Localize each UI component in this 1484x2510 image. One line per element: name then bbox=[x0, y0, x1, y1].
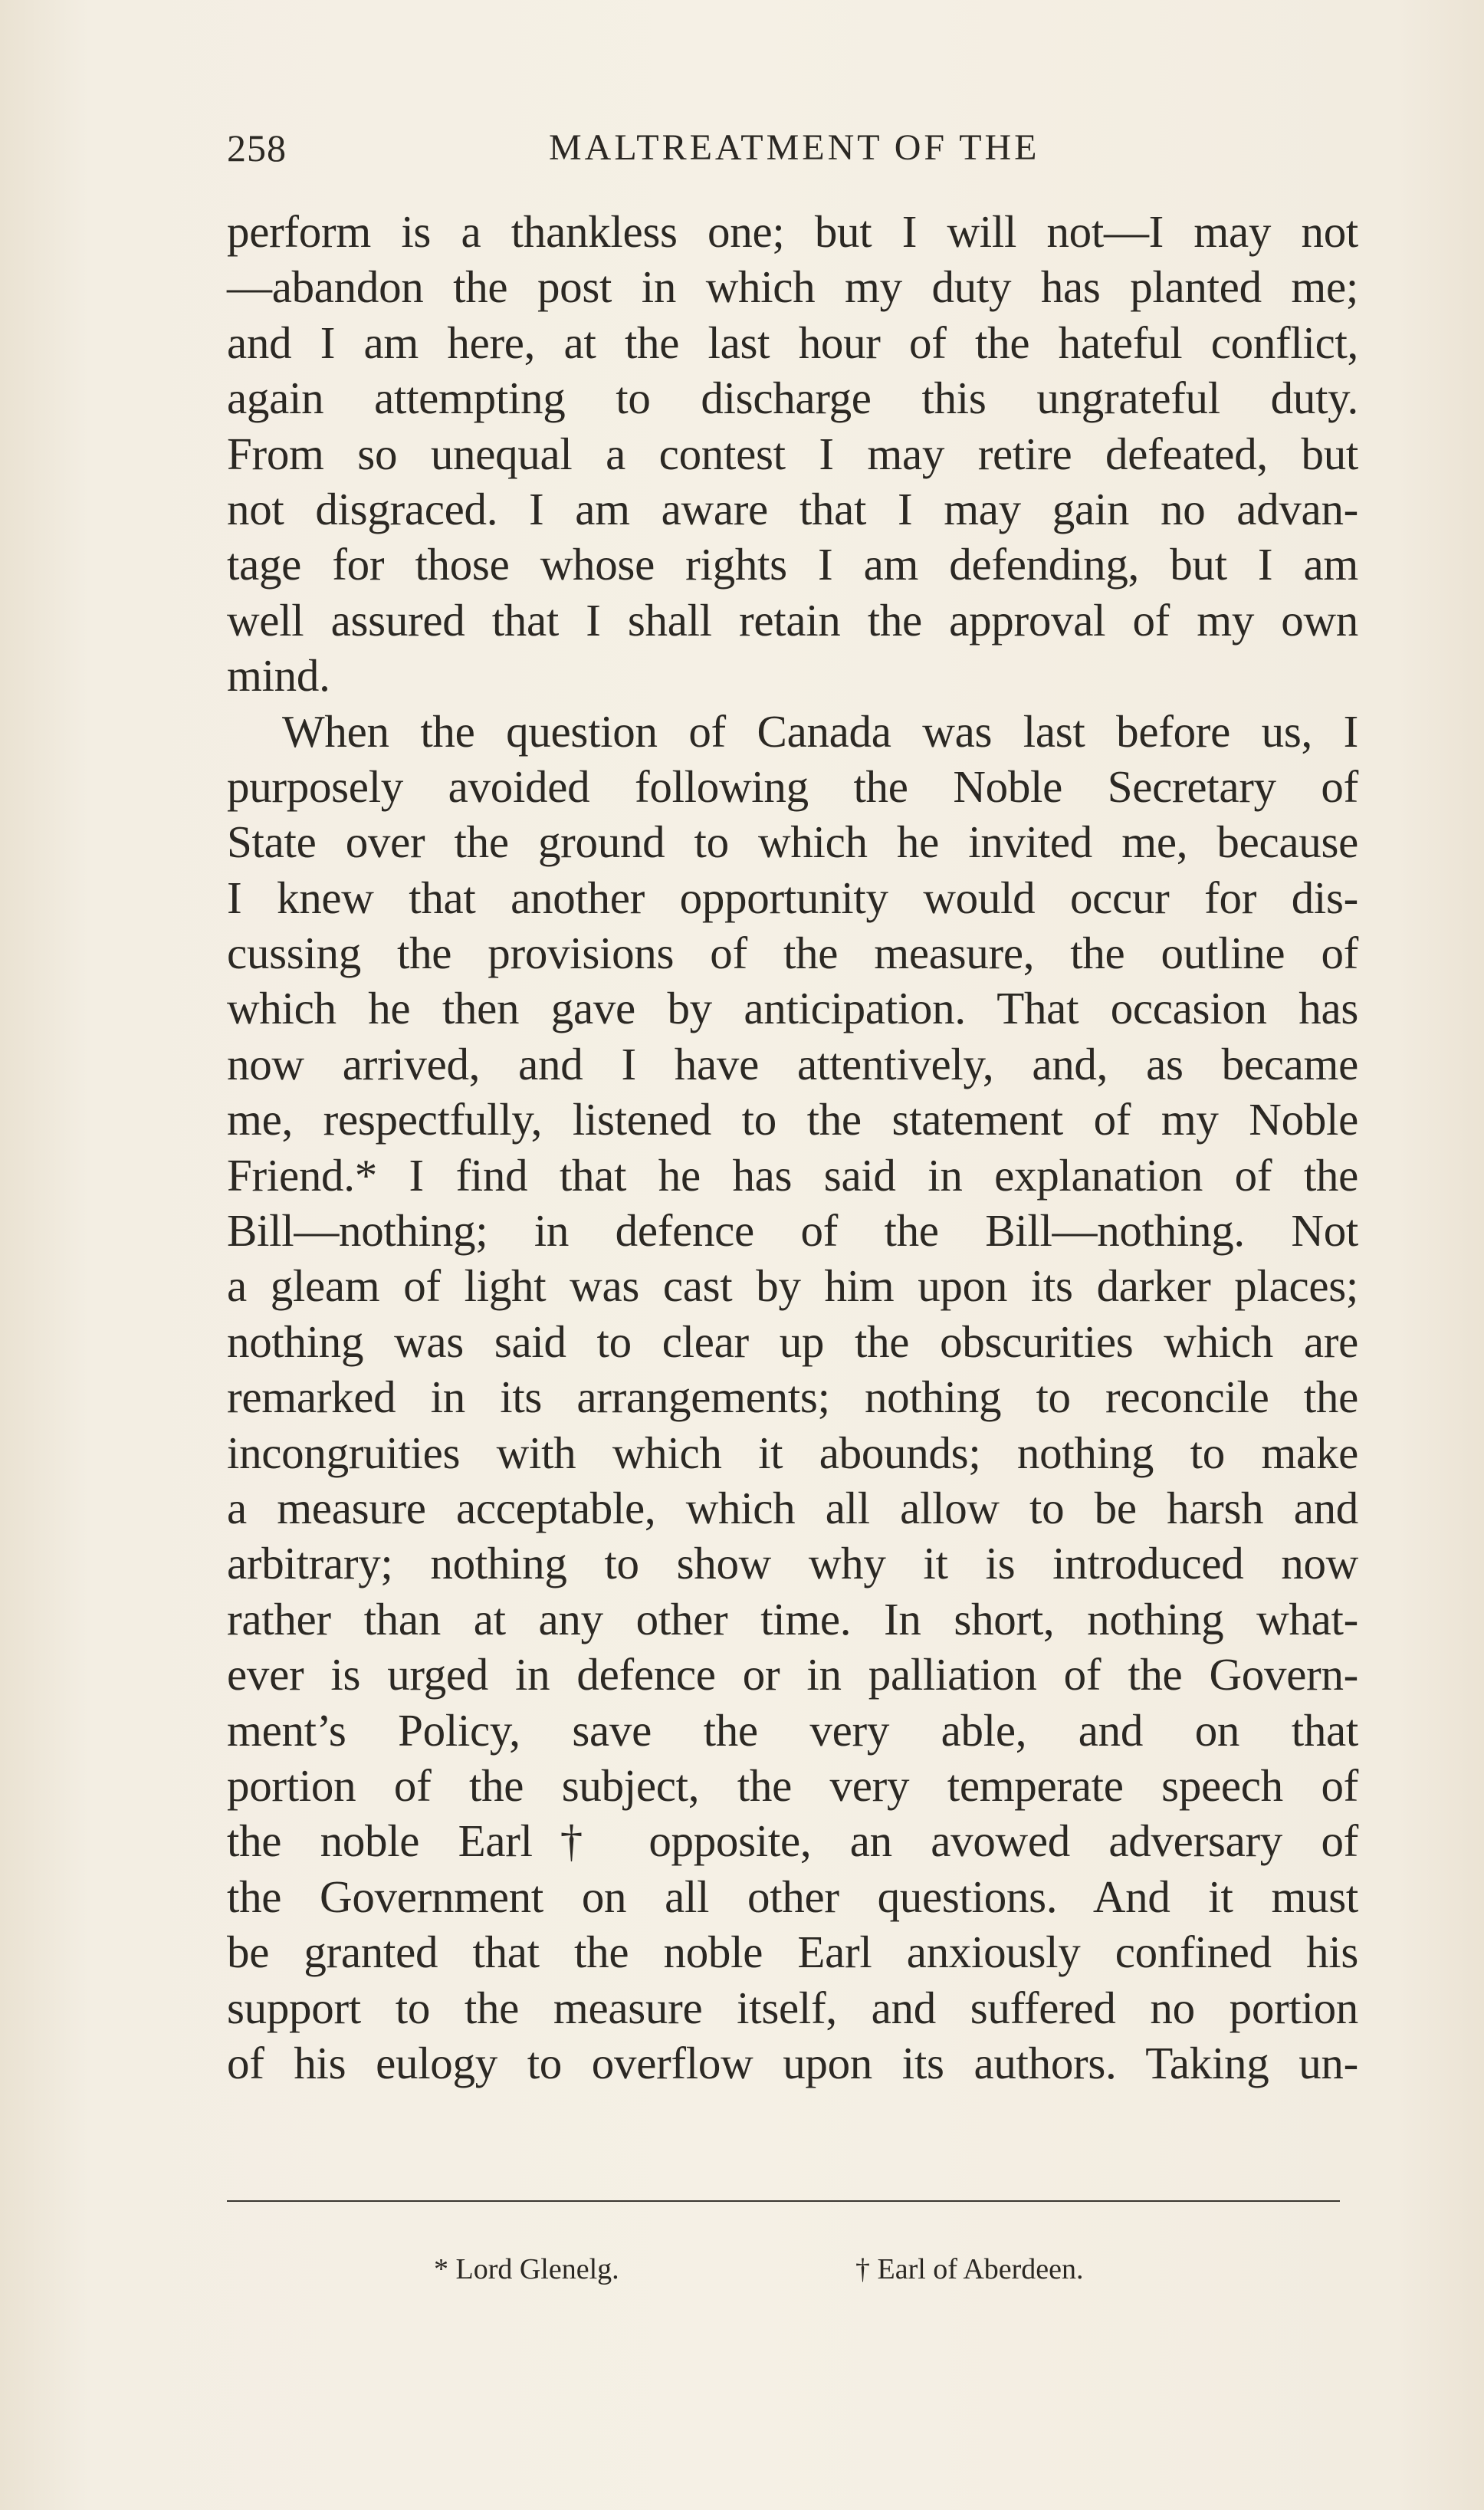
text-line: now arrived, and I have attentively, and, as became bbox=[227, 1038, 1358, 1089]
text-line: the noble Earl† opposite, an avowed adversary of bbox=[227, 1815, 1358, 1867]
text-line: me, respectfully, listened to the statement of my Noble bbox=[227, 1094, 1358, 1145]
text-line: Friend.* I find that he has said in explanation of the bbox=[227, 1149, 1358, 1201]
text-line: remarked in its arrangements; nothing to reconcile the bbox=[227, 1372, 1358, 1423]
text-line: and I am here, at the last hour of the hateful conflict, bbox=[227, 317, 1358, 368]
page-number: 258 bbox=[227, 126, 287, 169]
footnote-rule bbox=[227, 2200, 1340, 2202]
body-text bbox=[227, 204, 1358, 2091]
text-line: not disgraced. I am aware that I may gain no advan- bbox=[227, 483, 1358, 534]
paragraph-start-line: When the question of Canada was last before us, I bbox=[282, 705, 1358, 757]
text-line: well assured that I shall retain the approval of my own bbox=[227, 594, 1358, 646]
text-line: a gleam of light was cast by him upon its darker places; bbox=[227, 1260, 1358, 1312]
text-line: Bill—nothing; in defence of the Bill—nothing. Not bbox=[227, 1205, 1358, 1257]
text-line: perform is a thankless one; but I will not—I may not bbox=[227, 206, 1358, 257]
text-line: again attempting to discharge this ungrateful duty. bbox=[227, 373, 1358, 424]
text-line: purposely avoided following the Noble Secretary of bbox=[227, 761, 1358, 812]
text-line: arbitrary; nothing to show why it is introduced now bbox=[227, 1538, 1358, 1589]
text-line: a measure acceptable, which all allow to be harsh and bbox=[227, 1482, 1358, 1533]
text-line: rather than at any other time. In short, nothing what- bbox=[227, 1593, 1358, 1644]
text-line: support to the measure itself, and suffered no portion bbox=[227, 1982, 1358, 2033]
text-line: be granted that the noble Earl anxiously confined his bbox=[227, 1927, 1358, 1978]
footnotes bbox=[227, 2246, 1358, 2292]
text-line: ever is urged in defence or in palliation of the Govern- bbox=[227, 1649, 1358, 1700]
paragraph-end-line: mind. bbox=[227, 650, 330, 701]
text-line: ment’s Policy, save the very able, and on that bbox=[227, 1704, 1358, 1756]
text-line: portion of the subject, the very temperate speech of bbox=[227, 1759, 1358, 1811]
text-line: —abandon the post in which my duty has planted me; bbox=[227, 261, 1358, 313]
footnote-glenelg: * Lord Glenelg. bbox=[434, 2253, 619, 2285]
page-header bbox=[227, 121, 1358, 175]
footnote-aberdeen: † Earl of Aberdeen. bbox=[855, 2253, 1084, 2285]
text-line: State over the ground to which he invited me, because bbox=[227, 816, 1358, 868]
text-line: the Government on all other questions. And it must bbox=[227, 1871, 1358, 1922]
text-line: of his eulogy to overflow upon its authors. Taking un- bbox=[227, 2037, 1358, 2088]
text-line: I knew that another opportunity would occur for dis- bbox=[227, 872, 1358, 923]
text-line: From so unequal a contest I may retire defeated, but bbox=[227, 428, 1358, 479]
text-line: nothing was said to clear up the obscurities which are bbox=[227, 1316, 1358, 1367]
text-line: which he then gave by anticipation. That occasion has bbox=[227, 983, 1358, 1034]
text-line: cussing the provisions of the measure, the outline of bbox=[227, 928, 1358, 979]
running-head: MALTREATMENT OF THE bbox=[549, 127, 1040, 168]
text-line: incongruities with which it abounds; nothing to make bbox=[227, 1427, 1358, 1478]
text-line: tage for those whose rights I am defending, but I am bbox=[227, 539, 1358, 590]
